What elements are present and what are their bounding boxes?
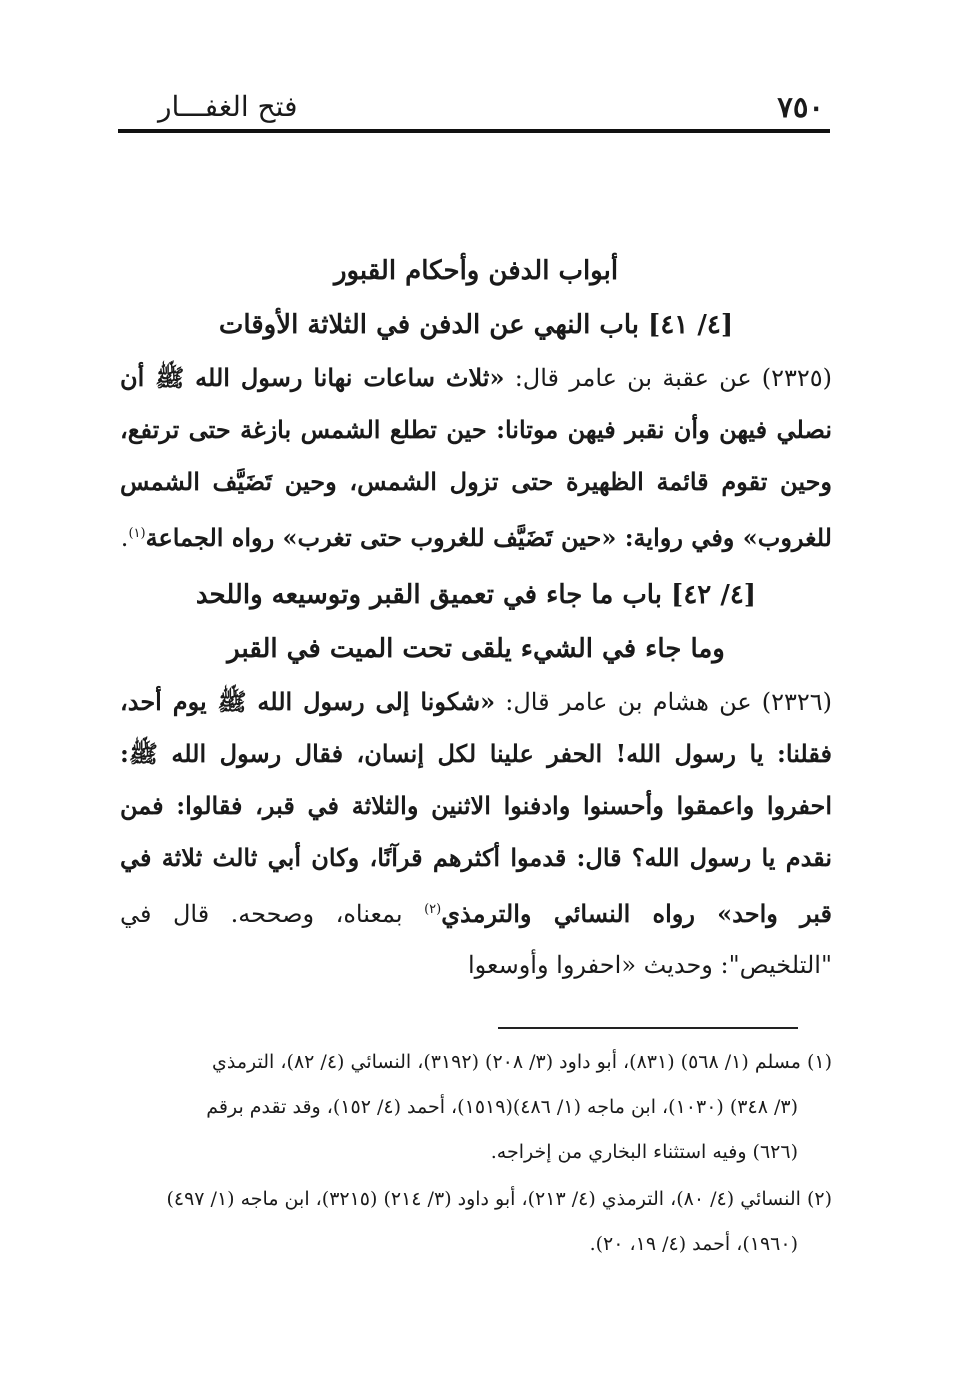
page-header [118, 86, 830, 128]
running-title: فتح الغفـــار [158, 90, 298, 123]
main-text [120, 244, 832, 991]
hadith-text-tail: بمعناه، وصححه. قال في "التلخيص": وحديث «احفروا وأوسعوا [120, 900, 832, 979]
footnote-line: مسلم (١/ ٥٦٨) (٨٣١)، أبو داود (٣/ ٢٠٨) (٣١٩٢)، النسائي (٤/ ٨٢)، الترمذي [212, 1051, 801, 1073]
footnotes [116, 1040, 832, 1269]
chapter-41-title: [٤/ ٤١] باب النهي عن الدفن في الثلاثة الأوقات [218, 310, 734, 340]
footnote-line: (٦٢٦) وفيه استثناء البخاري من إخراجه. [490, 1141, 798, 1163]
page-number: ٧٥٠ [777, 90, 824, 124]
footnote-line: النسائي (٤/ ٨٠)، الترمذي (٤/ ٢١٣)، أبو داود (٣/ ٢١٤) (٣٢١٥)، ابن ماجه (١/ ٤٩٧) [166, 1188, 801, 1210]
chapter-42-title-line1: [٤/ ٤٢] باب ما جاء في تعميق القبر وتوسيعه واللحد [195, 580, 757, 610]
footnote-line: (٣/ ٣٤٨) (١٠٣٠)، ابن ماجه (١/ ٤٨٦)(١٥١٩)، أحمد (٤/ ١٥٢)، وقد تقدم برقم [206, 1096, 798, 1118]
footnote-ref: (١) [128, 526, 146, 541]
hadith-text: «ثلاث ساعات نهانا رسول الله ﷺ أن نصلي فيهن وأن نقبر فيهن موتانا: حين تطلع الشمس بازغة حتى ترتفع، وحين تقوم قائمة الظهيرة حتى تزول الشمس، وحين تَضَيَّف الشمس للغروب» وفي رواية: «حين تَضَيَّف للغروب حتى تغرب» رواه الجماعة [120, 363, 832, 552]
header-rule [118, 129, 830, 133]
footnote-1 [116, 1040, 832, 1175]
section-title: أبواب الدفن وأحكام القبور [333, 256, 619, 286]
hadith-narrator: عن هشام بن عامر قال: [505, 688, 752, 716]
hadith-narrator: عن عقبة بن عامر قال: [514, 364, 752, 392]
footnote-number: (١) [806, 1051, 832, 1073]
hadith-number: (٢٣٢٥) [761, 364, 832, 392]
footnote-separator [498, 1027, 798, 1029]
hadith-text: «شكونا إلى رسول الله ﷺ يوم أحد، فقلنا: يا رسول الله! الحفر علينا لكل إنسان، فقال رسول الله ﷺ: احفروا واعمقوا وأحسنوا وادفنوا الاثنين والثلاثة في قبر، فقالوا: فمن نقدم يا رسول الله؟ قال: قدموا أكثرهم قرآنًا، وكان أبي ثالث ثلاثة في قبر واحد» رواه النسائي والترمذي [120, 687, 832, 928]
hadith-2326 [120, 676, 832, 991]
footnote-number: (٢) [806, 1188, 832, 1210]
footnote-2 [116, 1177, 832, 1267]
hadith-2325: (٢٣٢٥)عن عقبة بن عامر قال: «ثلاث ساعات نهانا رسول الله ﷺ أن نصلي فيهن وأن نقبر فيهن موتانا: حين تطلع الشمس بازغة حتى ترتفع، وحين تقوم قائمة الظهيرة حتى تزول الشمس، وحين تَضَيَّف الشمس للغروب» وفي رواية: «حين تَضَيَّف للغروب حتى تغرب» رواه الجماعة$^{(١)}$. [120, 363, 832, 552]
hadith-number: (٢٣٢٦) [761, 688, 832, 716]
footnote-ref: (٢) [424, 902, 442, 917]
chapter-42-title-line2: وما جاء في الشيء يلقى تحت الميت في القبر [227, 634, 725, 664]
footnote-line: (١٩٦٠)، أحمد (٤/ ١٩، ٢٠). [589, 1233, 798, 1255]
